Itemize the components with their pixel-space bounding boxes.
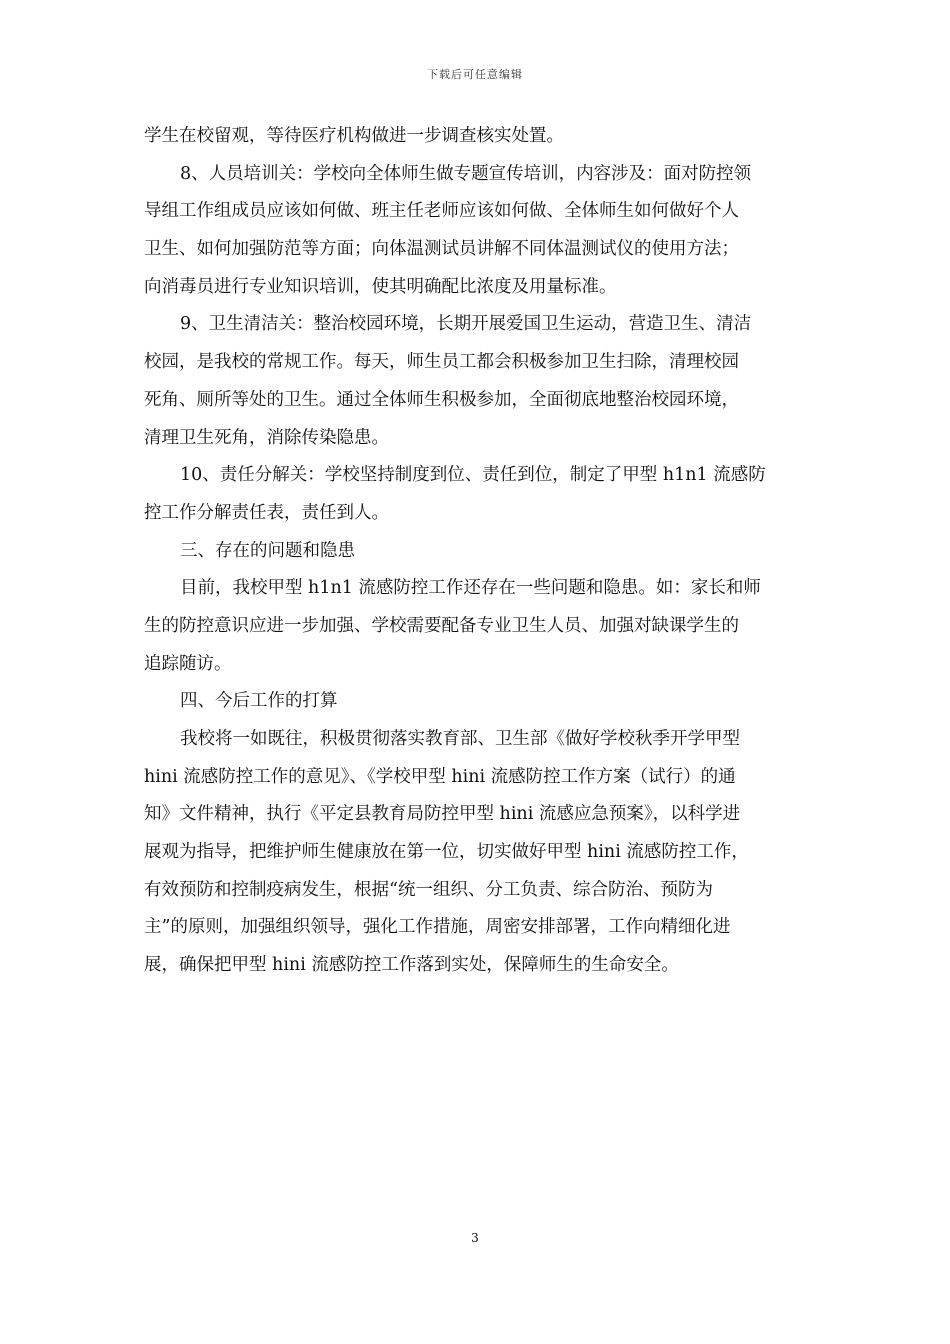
text-line: 清理卫生死角，消除传染隐患。 [144, 427, 389, 448]
document-body [144, 118, 808, 985]
section-heading: 四、今后工作的打算 [180, 691, 338, 712]
text-line: 主”的原则，加强组织领导，强化工作措施，周密安排部署，工作向精细化进 [144, 917, 731, 938]
text-line: 向消毒员进行专业知识培训，使其明确配比浓度及用量标准。 [144, 276, 617, 297]
page-number: 3 [471, 1231, 479, 1245]
page-header-note: 下载后可任意编辑 [427, 68, 523, 81]
paragraph-start-line: 10、责任分解关：学校坚持制度到位、责任到位，制定了甲型 h1n1 流感防 [180, 465, 766, 486]
paragraph-start-line: 目前，我校甲型 h1n1 流感防控工作还存在一些问题和隐患。如：家长和师 [180, 578, 761, 599]
text-line: 死角、厕所等处的卫生。通过全体师生积极参加，全面彻底地整治校园环境， [144, 389, 739, 410]
text-line: 控工作分解责任表，责任到人。 [144, 502, 389, 523]
text-line: 导组工作组成员应该如何做、班主任老师应该如何做、全体师生如何做好个人 [144, 201, 739, 222]
text-line: 展观为指导，把维护师生健康放在第一位，切实做好甲型 hini 流感防控工作， [144, 842, 749, 863]
paragraph-start-line: 8、人员培训关：学校向全体师生做专题宣传培训，内容涉及：面对防控领 [180, 163, 752, 184]
text-line: 有效预防和控制疫病发生，根据“统一组织、分工负责、综合防治、预防为 [144, 879, 713, 900]
paragraph-start-line: 9、卫生清洁关：整治校园环境，长期开展爱国卫生运动，营造卫生、清洁 [180, 314, 752, 335]
text-line: 学生在校留观，等待医疗机构做进一步调查核实处置。 [144, 126, 564, 146]
paragraph-start-line: 我校将一如既往，积极贯彻落实教育部、卫生部《做好学校秋季开学甲型 [180, 729, 740, 749]
text-line: 展，确保把甲型 hini 流感防控工作落到实处，保障师生的生命安全。 [144, 955, 679, 976]
section-heading: 三、存在的问题和隐患 [180, 540, 355, 561]
text-line: hini 流感防控工作的意见》、《学校甲型 hini 流感防控工作方案（试行）的通 [144, 766, 736, 787]
text-line: 校园，是我校的常规工作。每天，师生员工都会积极参加卫生扫除，清理校园 [144, 352, 739, 373]
text-line: 生的防控意识应进一步加强、学校需要配备专业卫生人员、加强对缺课学生的 [144, 615, 739, 636]
text-line: 知》文件精神，执行《平定县教育局防控甲型 hini 流感应急预案》，以科学进 [144, 804, 741, 825]
text-line: 卫生、如何加强防范等方面；向体温测试员讲解不同体温测试仪的使用方法； [144, 239, 739, 260]
text-line: 追踪随访。 [144, 653, 232, 674]
